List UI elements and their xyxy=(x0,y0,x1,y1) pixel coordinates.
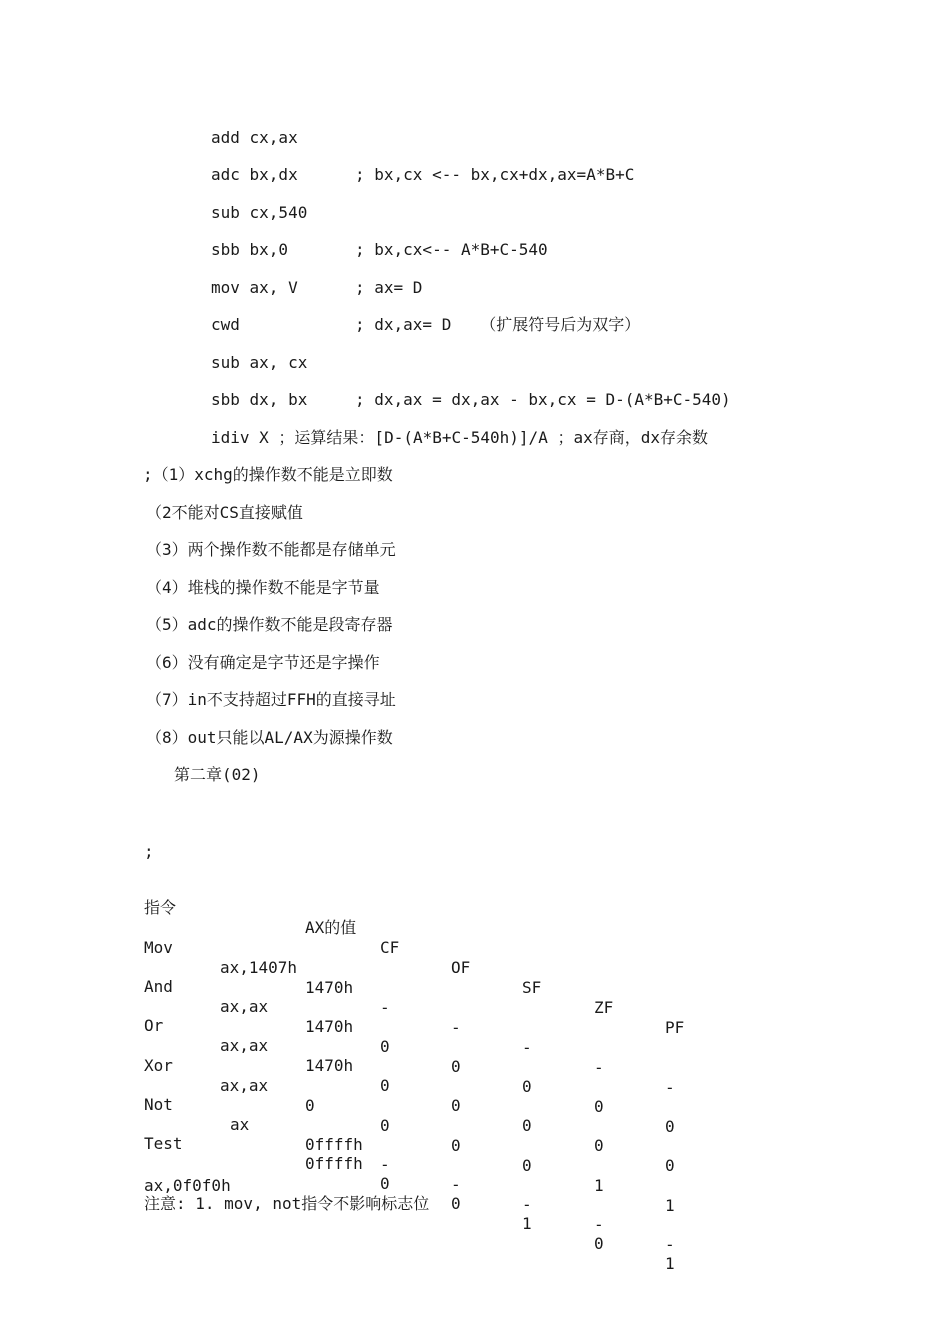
header-cf: CF xyxy=(380,938,400,957)
note-item: （4）堆栈的操作数不能是字节量 xyxy=(146,578,380,597)
cell-zf: 0 xyxy=(594,1136,604,1155)
footnote: 注意: 1. mov, not指令不影响标志位 xyxy=(144,1194,430,1213)
cell-operand: ax,1407h xyxy=(220,958,298,977)
cell-of: 0 xyxy=(451,1194,461,1213)
code-line: mov ax, V xyxy=(211,278,298,297)
cell-operand: ax,ax xyxy=(220,1076,269,1095)
cell-mnemonic: Not xyxy=(144,1095,173,1114)
code-comment: ; dx,ax = dx,ax - bx,cx = D-(A*B+C-540) xyxy=(355,390,731,409)
code-line: add cx,ax xyxy=(211,128,298,147)
cell-operand: ax,ax xyxy=(220,1036,269,1055)
cell-of: 0 xyxy=(451,1057,461,1076)
cell-of: - xyxy=(451,1175,461,1194)
cell-operand: ax,ax xyxy=(220,997,269,1016)
header-zf: ZF xyxy=(594,998,614,1017)
note-item: （6）没有确定是字节还是字操作 xyxy=(146,653,380,672)
cell-zf: 0 xyxy=(594,1234,604,1253)
cell-sf: - xyxy=(522,1195,532,1214)
cell-zf: - xyxy=(594,1058,604,1077)
cell-ax: 1470h xyxy=(305,1056,354,1075)
code-line: cwd xyxy=(211,315,240,334)
cell-zf: - xyxy=(594,1215,604,1234)
cell-mnemonic: Or xyxy=(144,1016,164,1035)
code-comment: ; dx,ax= D （扩展符号后为双字） xyxy=(355,315,641,334)
cell-ax: 1470h xyxy=(305,1017,354,1036)
cell-cf: 0 xyxy=(380,1037,390,1056)
code-line: sub cx,540 xyxy=(211,203,308,222)
cell-ax: 0ffffh xyxy=(305,1135,363,1154)
idiv-line: idiv X ；运算结果：[D-(A*B+C-540h)]/A ；ax存商，dx存余数 xyxy=(211,428,708,447)
cell-cf: - xyxy=(380,1155,390,1174)
cell-pf: 1 xyxy=(665,1254,675,1273)
cell-ax: 0 xyxy=(305,1096,315,1115)
note-item: （3）两个操作数不能都是存储单元 xyxy=(146,540,396,559)
cell-sf: 0 xyxy=(522,1156,532,1175)
chapter-title: 第二章(02) xyxy=(174,765,261,784)
note-item: （5）adc的操作数不能是段寄存器 xyxy=(146,615,393,634)
cell-operand: ax xyxy=(230,1115,250,1134)
cell-ax: 1470h xyxy=(305,978,354,997)
cell-mnemonic: Test xyxy=(144,1134,183,1153)
code-line: sbb dx, bx xyxy=(211,390,308,409)
cell-cf: 0 xyxy=(380,1174,390,1193)
cell-of: 0 xyxy=(451,1096,461,1115)
header-sf: SF xyxy=(522,978,542,997)
cell-zf: 0 xyxy=(594,1097,604,1116)
cell-of: - xyxy=(451,1018,461,1037)
code-line: sub ax, cx xyxy=(211,353,308,372)
note-item: （8）out只能以AL/AX为源操作数 xyxy=(146,728,393,747)
cell-sf: 1 xyxy=(522,1214,532,1233)
cell-pf: 0 xyxy=(665,1117,675,1136)
note-item: ;（1）xchg的操作数不能是立即数 xyxy=(143,465,393,484)
code-comment: ; bx,cx <-- bx,cx+dx,ax=A*B+C xyxy=(355,165,635,184)
header-instruction: 指令 xyxy=(144,898,177,917)
header-ax-value: AX的值 xyxy=(305,918,357,937)
code-comment: ; ax= D xyxy=(355,278,423,297)
cell-sf: 0 xyxy=(522,1077,532,1096)
code-comment: ; bx,cx<-- A*B+C-540 xyxy=(355,240,548,259)
cell-sf: 0 xyxy=(522,1116,532,1135)
cell-operand: ax,0f0f0h xyxy=(144,1176,231,1195)
semicolon-line: ; xyxy=(144,842,154,861)
code-line: sbb bx,0 xyxy=(211,240,289,259)
note-item: （7）in不支持超过FFH的直接寻址 xyxy=(146,690,396,709)
header-pf: PF xyxy=(665,1018,685,1037)
code-line: adc bx,dx xyxy=(211,165,298,184)
cell-sf: - xyxy=(522,1038,532,1057)
cell-pf: 0 xyxy=(665,1156,675,1175)
cell-cf: 0 xyxy=(380,1076,390,1095)
cell-cf: 0 xyxy=(380,1116,390,1135)
cell-cf: - xyxy=(380,998,390,1017)
cell-pf: - xyxy=(665,1078,675,1097)
cell-ax: 0ffffh xyxy=(305,1154,363,1173)
note-item: （2不能对CS直接赋值 xyxy=(146,503,303,522)
cell-mnemonic: Mov xyxy=(144,938,173,957)
cell-mnemonic: Xor xyxy=(144,1056,173,1075)
header-of: OF xyxy=(451,958,471,977)
cell-of: 0 xyxy=(451,1136,461,1155)
cell-pf: 1 xyxy=(665,1196,675,1215)
cell-zf: 1 xyxy=(594,1176,604,1195)
cell-pf: - xyxy=(665,1235,675,1254)
cell-mnemonic: And xyxy=(144,977,173,996)
